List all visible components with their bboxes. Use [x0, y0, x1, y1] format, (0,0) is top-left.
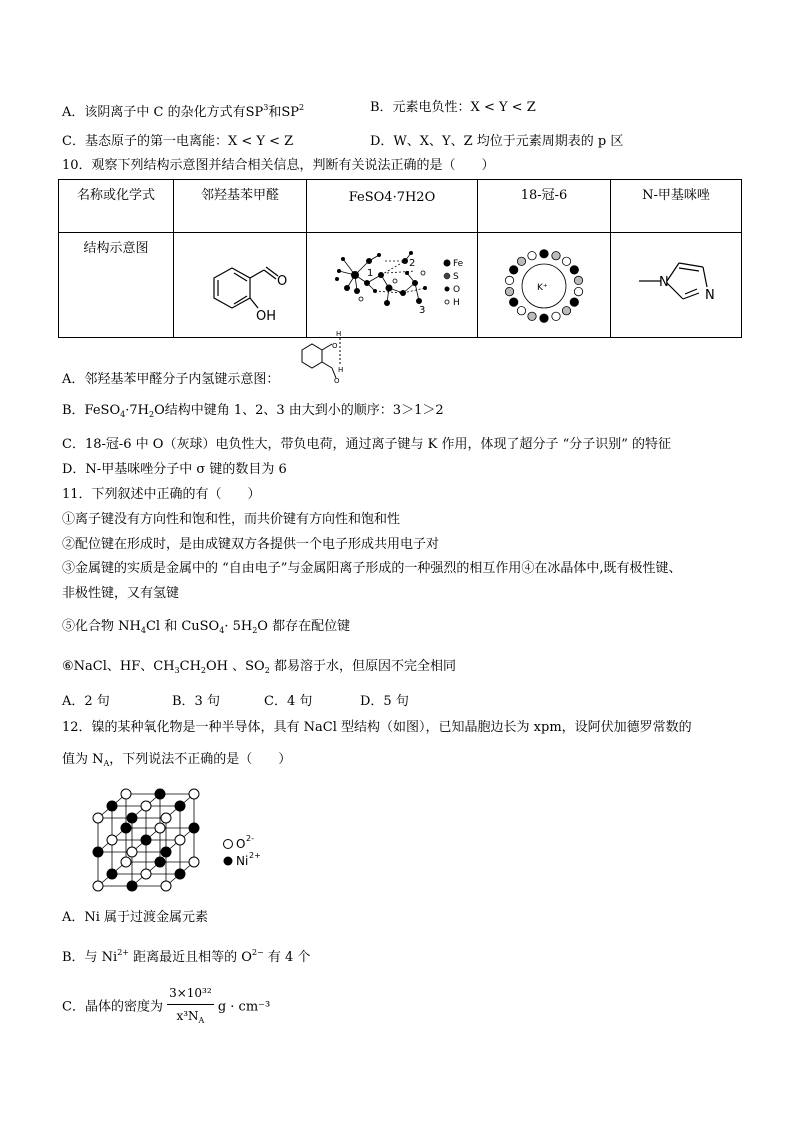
- crown-atom: [528, 252, 536, 260]
- oxide-ion: [93, 881, 103, 891]
- aldehyde-o-label: O: [277, 274, 288, 289]
- q11-options: [62, 693, 409, 711]
- q9-option-c: C．基态原子的第一电离能：X < Y < Z: [62, 134, 294, 149]
- q12-option-b: B．与 $Ni^{2+}$ 距离最近且相等的 $O^{2-}$ 有 4 个: [62, 948, 311, 965]
- oxide-ion: [161, 881, 171, 891]
- q10-option-d: D．N-甲基咪唑分子中 σ 键的数目为 6: [62, 462, 287, 477]
- ni-ion: [107, 801, 117, 811]
- crown-atom: [505, 276, 513, 284]
- crown-atom: [570, 266, 578, 274]
- crown-oxygen-atom: [562, 307, 570, 315]
- legend-o: O: [453, 285, 461, 295]
- oxide-ion: [121, 857, 131, 867]
- q12-option-a: A．Ni 属于过渡金属元素: [62, 910, 209, 925]
- legend-fe: Fe: [453, 259, 464, 269]
- crown-ether-structure: [478, 233, 611, 338]
- crown-atom: [570, 298, 578, 306]
- svg-text:H: H: [338, 366, 344, 374]
- nio-crystal-cell: [86, 786, 286, 896]
- q11-stem: 11．下列叙述中正确的有（ ）: [62, 487, 261, 502]
- oxide-ion: [93, 813, 103, 823]
- oxide-ion: [141, 869, 151, 879]
- q12-stem-line1: 12．镍的某种氧化物是一种半导体，具有 NaCl 型结构（如图），已知晶胞边长为 xpm，设阿伏加德罗常数的: [62, 720, 692, 735]
- crown-atom: [574, 287, 582, 295]
- q11-statement-3: ③金属键的实质是金属中的 “自由电子”与金属阳离子形成的一种强烈的相互作用④在冰晶体中,既有极性键、: [62, 561, 682, 576]
- q10-option-b: B．$FeSO_4\cdot 7H_2O$结构中键角 1、2、3 由大到小的顺序：3＞1＞2: [62, 403, 444, 419]
- oxide-ion: [121, 789, 131, 799]
- q11-option-c: C．4 句: [264, 694, 313, 709]
- oxide-ion: [189, 857, 199, 867]
- imidazole-structure: [611, 233, 742, 338]
- crown-oxygen-atom: [574, 276, 582, 284]
- crown-center-label: K⁺: [537, 283, 548, 293]
- crown-oxygen-atom: [505, 287, 513, 295]
- crown-atom: [510, 298, 518, 306]
- q11-statement-6: ⑥NaCl、HF、$CH_3CH_2OH$ 、$SO_2$ 都易溶于水，但原因不完全相同: [62, 659, 456, 675]
- oxide-ion: [107, 835, 117, 845]
- ni-ion: [121, 823, 131, 833]
- q11-statement-5: ⑤化合物 $NH_4Cl$ 和 CuSO$_4$· $5H_2O$ 都存在配位键: [62, 619, 351, 635]
- crown-atom: [540, 250, 548, 258]
- table-header-crown: 18-冠-6: [478, 180, 611, 233]
- salicylaldehyde-structure: [174, 233, 307, 338]
- ni-ion: [189, 823, 199, 833]
- ni-ion: [175, 869, 185, 879]
- crown-atom: [510, 266, 518, 274]
- density-fraction: $\frac{\text{3×10³²}}{x^3N_A}$: [167, 982, 214, 1032]
- ni-ion: [127, 813, 137, 823]
- oxide-ion: [127, 847, 137, 857]
- q11-statement-3-cont: 非极性键，又有氢键: [62, 586, 180, 601]
- svg-text:2-: 2-: [246, 834, 254, 843]
- oxide-ion: [141, 801, 151, 811]
- ni-ion: [107, 869, 117, 879]
- hydrogen-bond-diagram: [296, 328, 356, 384]
- q11-option-a: A．2 句: [62, 694, 110, 709]
- crown-atom: [552, 312, 560, 320]
- svg-text:O: O: [334, 377, 340, 384]
- q9-option-a: A．该阴离子中 C 的杂化方式有$SP^3$和$SP^2$: [62, 103, 305, 120]
- q11-statement-1: ①离子键没有方向性和饱和性，而共价键有方向性和饱和性: [62, 512, 401, 527]
- oxide-ion: [155, 823, 165, 833]
- legend-s: S: [453, 272, 459, 282]
- oxide-ion: [161, 813, 171, 823]
- ni-ion: [93, 847, 103, 857]
- ni-ion: [175, 801, 185, 811]
- legend-o2: O: [236, 837, 246, 851]
- angle-label-2: 2: [409, 258, 416, 269]
- q9-option-d: D．W、X、Y、Z 均位于元素周期表的 p 区: [370, 134, 624, 149]
- q11-option-d: D．5 句: [360, 694, 409, 709]
- table-header-feso4: FeSO4·7H2O: [307, 180, 478, 233]
- legend-h: H: [453, 298, 460, 308]
- hydroxyl-label: OH: [256, 309, 277, 324]
- ni-ion: [155, 857, 165, 867]
- crown-oxygen-atom: [528, 312, 536, 320]
- crown-oxygen-atom: [552, 252, 560, 260]
- svg-text:H: H: [336, 330, 342, 338]
- q9-option-b: B．元素电负性：X < Y < Z: [370, 100, 536, 115]
- crown-atom: [562, 257, 570, 265]
- legend-ni2: Ni: [236, 854, 249, 868]
- q12-option-c: C．晶体的密度为 $\frac{\text{3×10³²}}{x^3N_A}$ g · cm⁻³: [62, 982, 270, 1032]
- crown-oxygen-atom: [517, 257, 525, 265]
- angle-label-1: 1: [367, 268, 374, 279]
- imidazole-n-label: N: [705, 288, 715, 303]
- q10-stem: 10．观察下列结构示意图并结合相关信息，判断有关说法正确的是（ ）: [62, 158, 495, 173]
- ni-ion: [127, 881, 137, 891]
- ni-ion: [141, 835, 151, 845]
- q10-option-c: C．18-冠-6 中 O（灰球）电负性大，带负电荷，通过离子键与 K 作用，体现了超分子 “分子识别” 的特征: [62, 437, 672, 452]
- oxide-ion: [175, 835, 185, 845]
- angle-label-3: 3: [419, 305, 426, 316]
- q11-option-b: B．3 句: [172, 694, 220, 709]
- crown-atom: [540, 314, 548, 322]
- structure-table: [58, 179, 742, 338]
- table-row-label: 结构示意图: [59, 233, 174, 338]
- q11-statement-2: ②配位键在形成时，是由成键双方各提供一个电子形成共用电子对: [62, 537, 440, 552]
- table-header-name: 名称或化学式: [59, 180, 174, 233]
- oxide-ion: [189, 789, 199, 799]
- q10-option-a: A．邻羟基苯甲醛分子内氢键示意图：: [62, 372, 280, 387]
- ni-ion: [155, 789, 165, 799]
- q12-stem-line2: 值为 $N_A$，下列说法不正确的是（ ）: [62, 752, 292, 768]
- svg-text:O: O: [332, 342, 338, 350]
- feso4-structure: [307, 233, 478, 338]
- ni-ion: [161, 847, 171, 857]
- table-header-salicylaldehyde: 邻羟基苯甲醛: [174, 180, 307, 233]
- table-header-imidazole: N-甲基咪唑: [611, 180, 742, 233]
- svg-text:2+: 2+: [249, 851, 261, 860]
- svg-text:N: N: [659, 275, 669, 290]
- crown-atom: [517, 307, 525, 315]
